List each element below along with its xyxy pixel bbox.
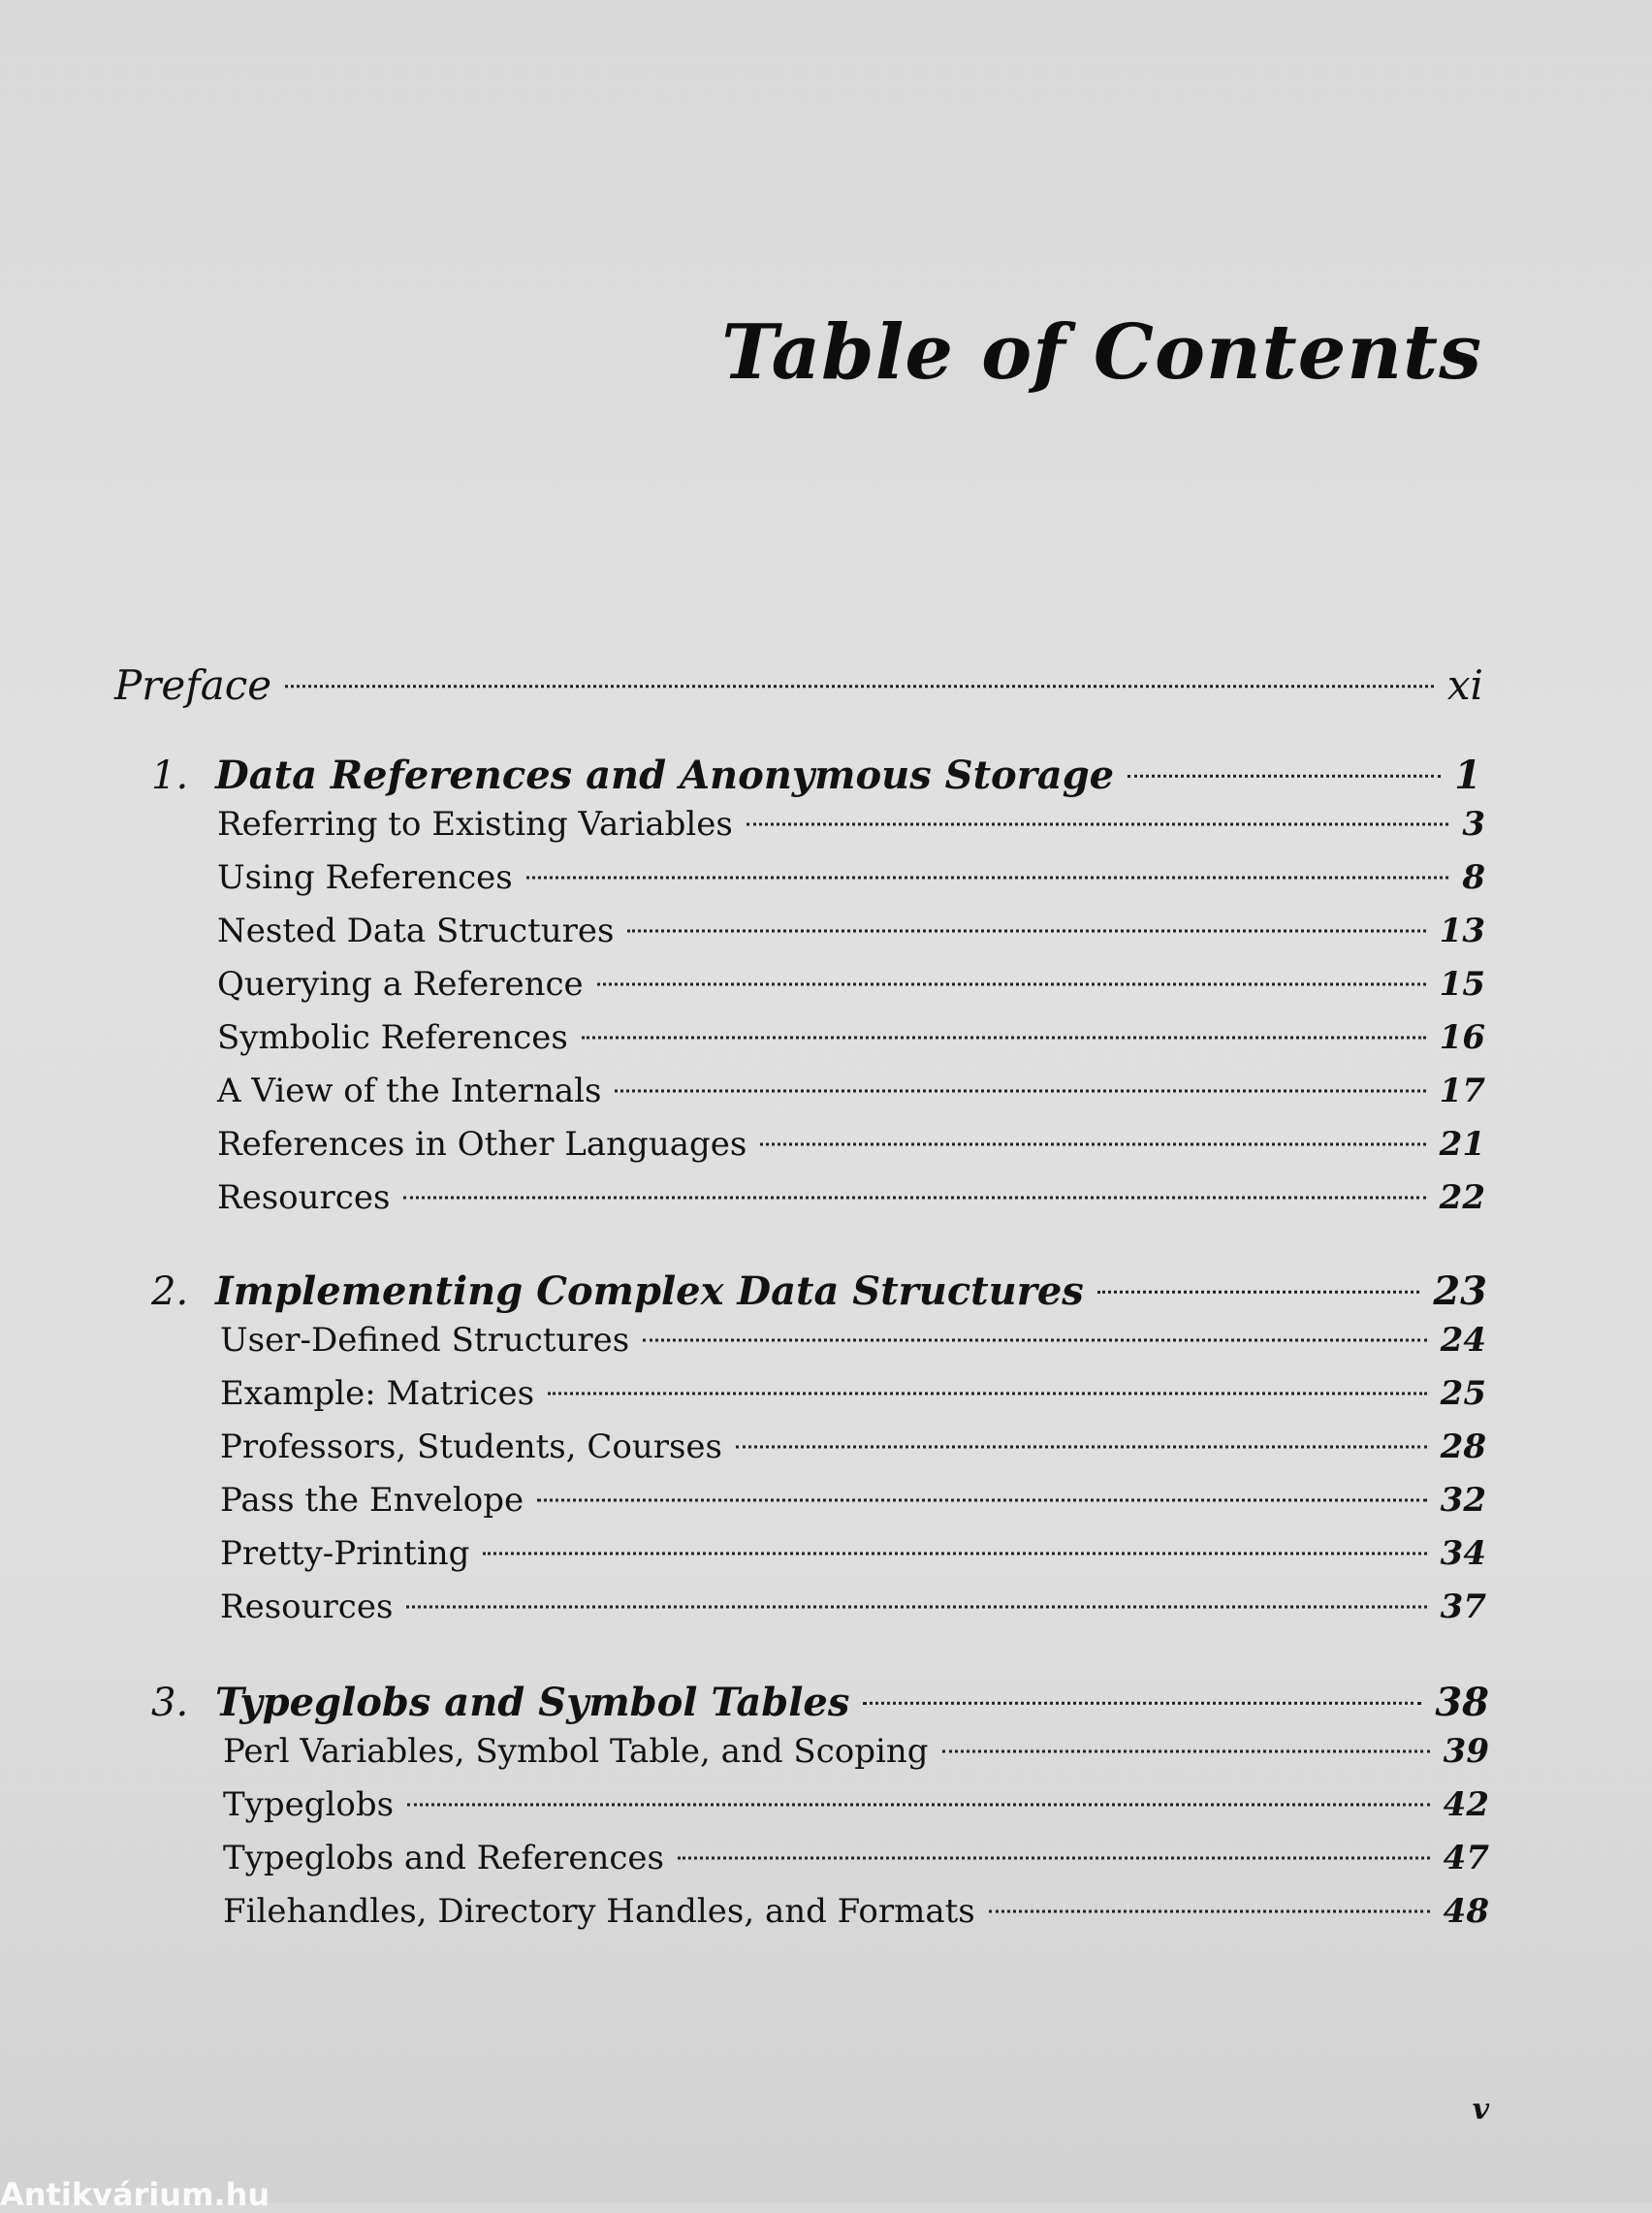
dot-leader [483, 1519, 1426, 1555]
chapter-page: 1 [1454, 753, 1481, 798]
toc-section[interactable] [217, 799, 1485, 844]
dot-leader [863, 1663, 1421, 1705]
section-label: Using References [217, 858, 513, 897]
toc-section[interactable] [217, 1012, 1485, 1057]
section-label: Pass the Envelope [220, 1481, 524, 1520]
dot-leader [597, 949, 1426, 985]
section-page: 15 [1439, 965, 1485, 1004]
section-page: 3 [1462, 805, 1485, 844]
dot-leader [526, 843, 1449, 879]
section-page: 34 [1440, 1534, 1486, 1573]
toc-entry-page: xi [1446, 661, 1483, 709]
toc-entry-preface[interactable] [114, 656, 1483, 709]
section-page: 47 [1443, 1839, 1489, 1877]
section-label: Querying a Reference [217, 965, 584, 1004]
toc-section[interactable] [220, 1422, 1486, 1466]
dot-leader [285, 644, 1434, 688]
toc-section[interactable] [223, 1780, 1489, 1824]
dot-leader [403, 1163, 1425, 1199]
section-page: 32 [1440, 1481, 1486, 1520]
section-page: 16 [1439, 1018, 1485, 1057]
dot-leader [942, 1716, 1430, 1752]
dot-leader [760, 1109, 1425, 1145]
toc-section[interactable] [223, 1726, 1489, 1771]
chapter-page: 38 [1435, 1680, 1489, 1725]
section-label: Example: Matrices [220, 1374, 535, 1413]
toc-section[interactable] [217, 1172, 1485, 1217]
section-label: Professors, Students, Courses [220, 1427, 723, 1466]
section-label: Typeglobs [223, 1785, 395, 1824]
toc-entry-label: Preface [114, 661, 272, 709]
toc-section[interactable] [223, 1833, 1489, 1877]
section-label: Referring to Existing Variables [217, 805, 733, 844]
toc-section[interactable] [223, 1886, 1489, 1931]
chapter-number: 2. [151, 1269, 189, 1314]
page-title: Table of Contents [721, 308, 1482, 397]
section-page: 21 [1439, 1125, 1485, 1164]
chapter-number: 3. [151, 1681, 189, 1725]
section-page: 22 [1439, 1178, 1485, 1217]
dot-leader [989, 1876, 1430, 1912]
section-label: Perl Variables, Symbol Table, and Scoping [223, 1732, 929, 1771]
section-label: Resources [217, 1178, 391, 1217]
section-label: Filehandles, Directory Handles, and Formats [223, 1892, 975, 1931]
section-label: Nested Data Structures [217, 912, 615, 950]
section-label: Typeglobs and References [223, 1839, 664, 1877]
section-label: Symbolic References [217, 1018, 568, 1057]
section-label: Pretty-Printing [220, 1534, 470, 1573]
section-page: 42 [1443, 1785, 1489, 1824]
toc-section[interactable] [220, 1315, 1486, 1360]
chapter-title: Typeglobs and Symbol Tables [215, 1680, 850, 1725]
section-label: References in Other Languages [217, 1125, 747, 1164]
toc-section[interactable] [217, 852, 1485, 897]
section-label: User-Defined Structures [220, 1321, 630, 1360]
section-page: 39 [1443, 1732, 1489, 1771]
dot-leader [1128, 736, 1441, 778]
toc-section[interactable] [220, 1582, 1486, 1626]
section-page: 17 [1439, 1072, 1485, 1110]
toc-section[interactable] [220, 1368, 1486, 1413]
section-label: A View of the Internals [217, 1072, 602, 1110]
dot-leader [747, 789, 1448, 825]
dot-leader [406, 1572, 1426, 1608]
dot-leader [736, 1412, 1427, 1448]
dot-leader [627, 896, 1425, 932]
section-page: 13 [1439, 912, 1485, 950]
watermark-text: Antikvárium.hu [0, 2176, 270, 2213]
section-page: 48 [1443, 1892, 1489, 1931]
section-page: 24 [1440, 1321, 1486, 1360]
toc-section[interactable] [220, 1475, 1486, 1520]
dot-leader [582, 1003, 1426, 1039]
dot-leader [1097, 1252, 1420, 1294]
toc-section[interactable] [217, 959, 1485, 1004]
dot-leader [407, 1770, 1430, 1806]
dot-leader [643, 1305, 1427, 1341]
chapter-title: Implementing Complex Data Structures [215, 1268, 1084, 1314]
toc-section[interactable] [217, 1119, 1485, 1164]
chapter-title: Data References and Anonymous Storage [215, 753, 1115, 798]
dot-leader [678, 1823, 1430, 1859]
toc-section[interactable] [220, 1528, 1486, 1573]
section-page: 37 [1440, 1588, 1486, 1626]
chapter-number: 1. [151, 754, 189, 798]
page-number: v [1472, 2093, 1489, 2127]
section-page: 8 [1462, 858, 1485, 897]
toc-section[interactable] [217, 906, 1485, 950]
dot-leader [537, 1465, 1427, 1501]
section-page: 25 [1440, 1374, 1486, 1413]
toc-section[interactable] [217, 1066, 1485, 1110]
chapter-page: 23 [1433, 1268, 1487, 1314]
section-label: Resources [220, 1588, 394, 1626]
dot-leader [615, 1056, 1425, 1092]
dot-leader [548, 1359, 1427, 1395]
section-page: 28 [1440, 1427, 1486, 1466]
